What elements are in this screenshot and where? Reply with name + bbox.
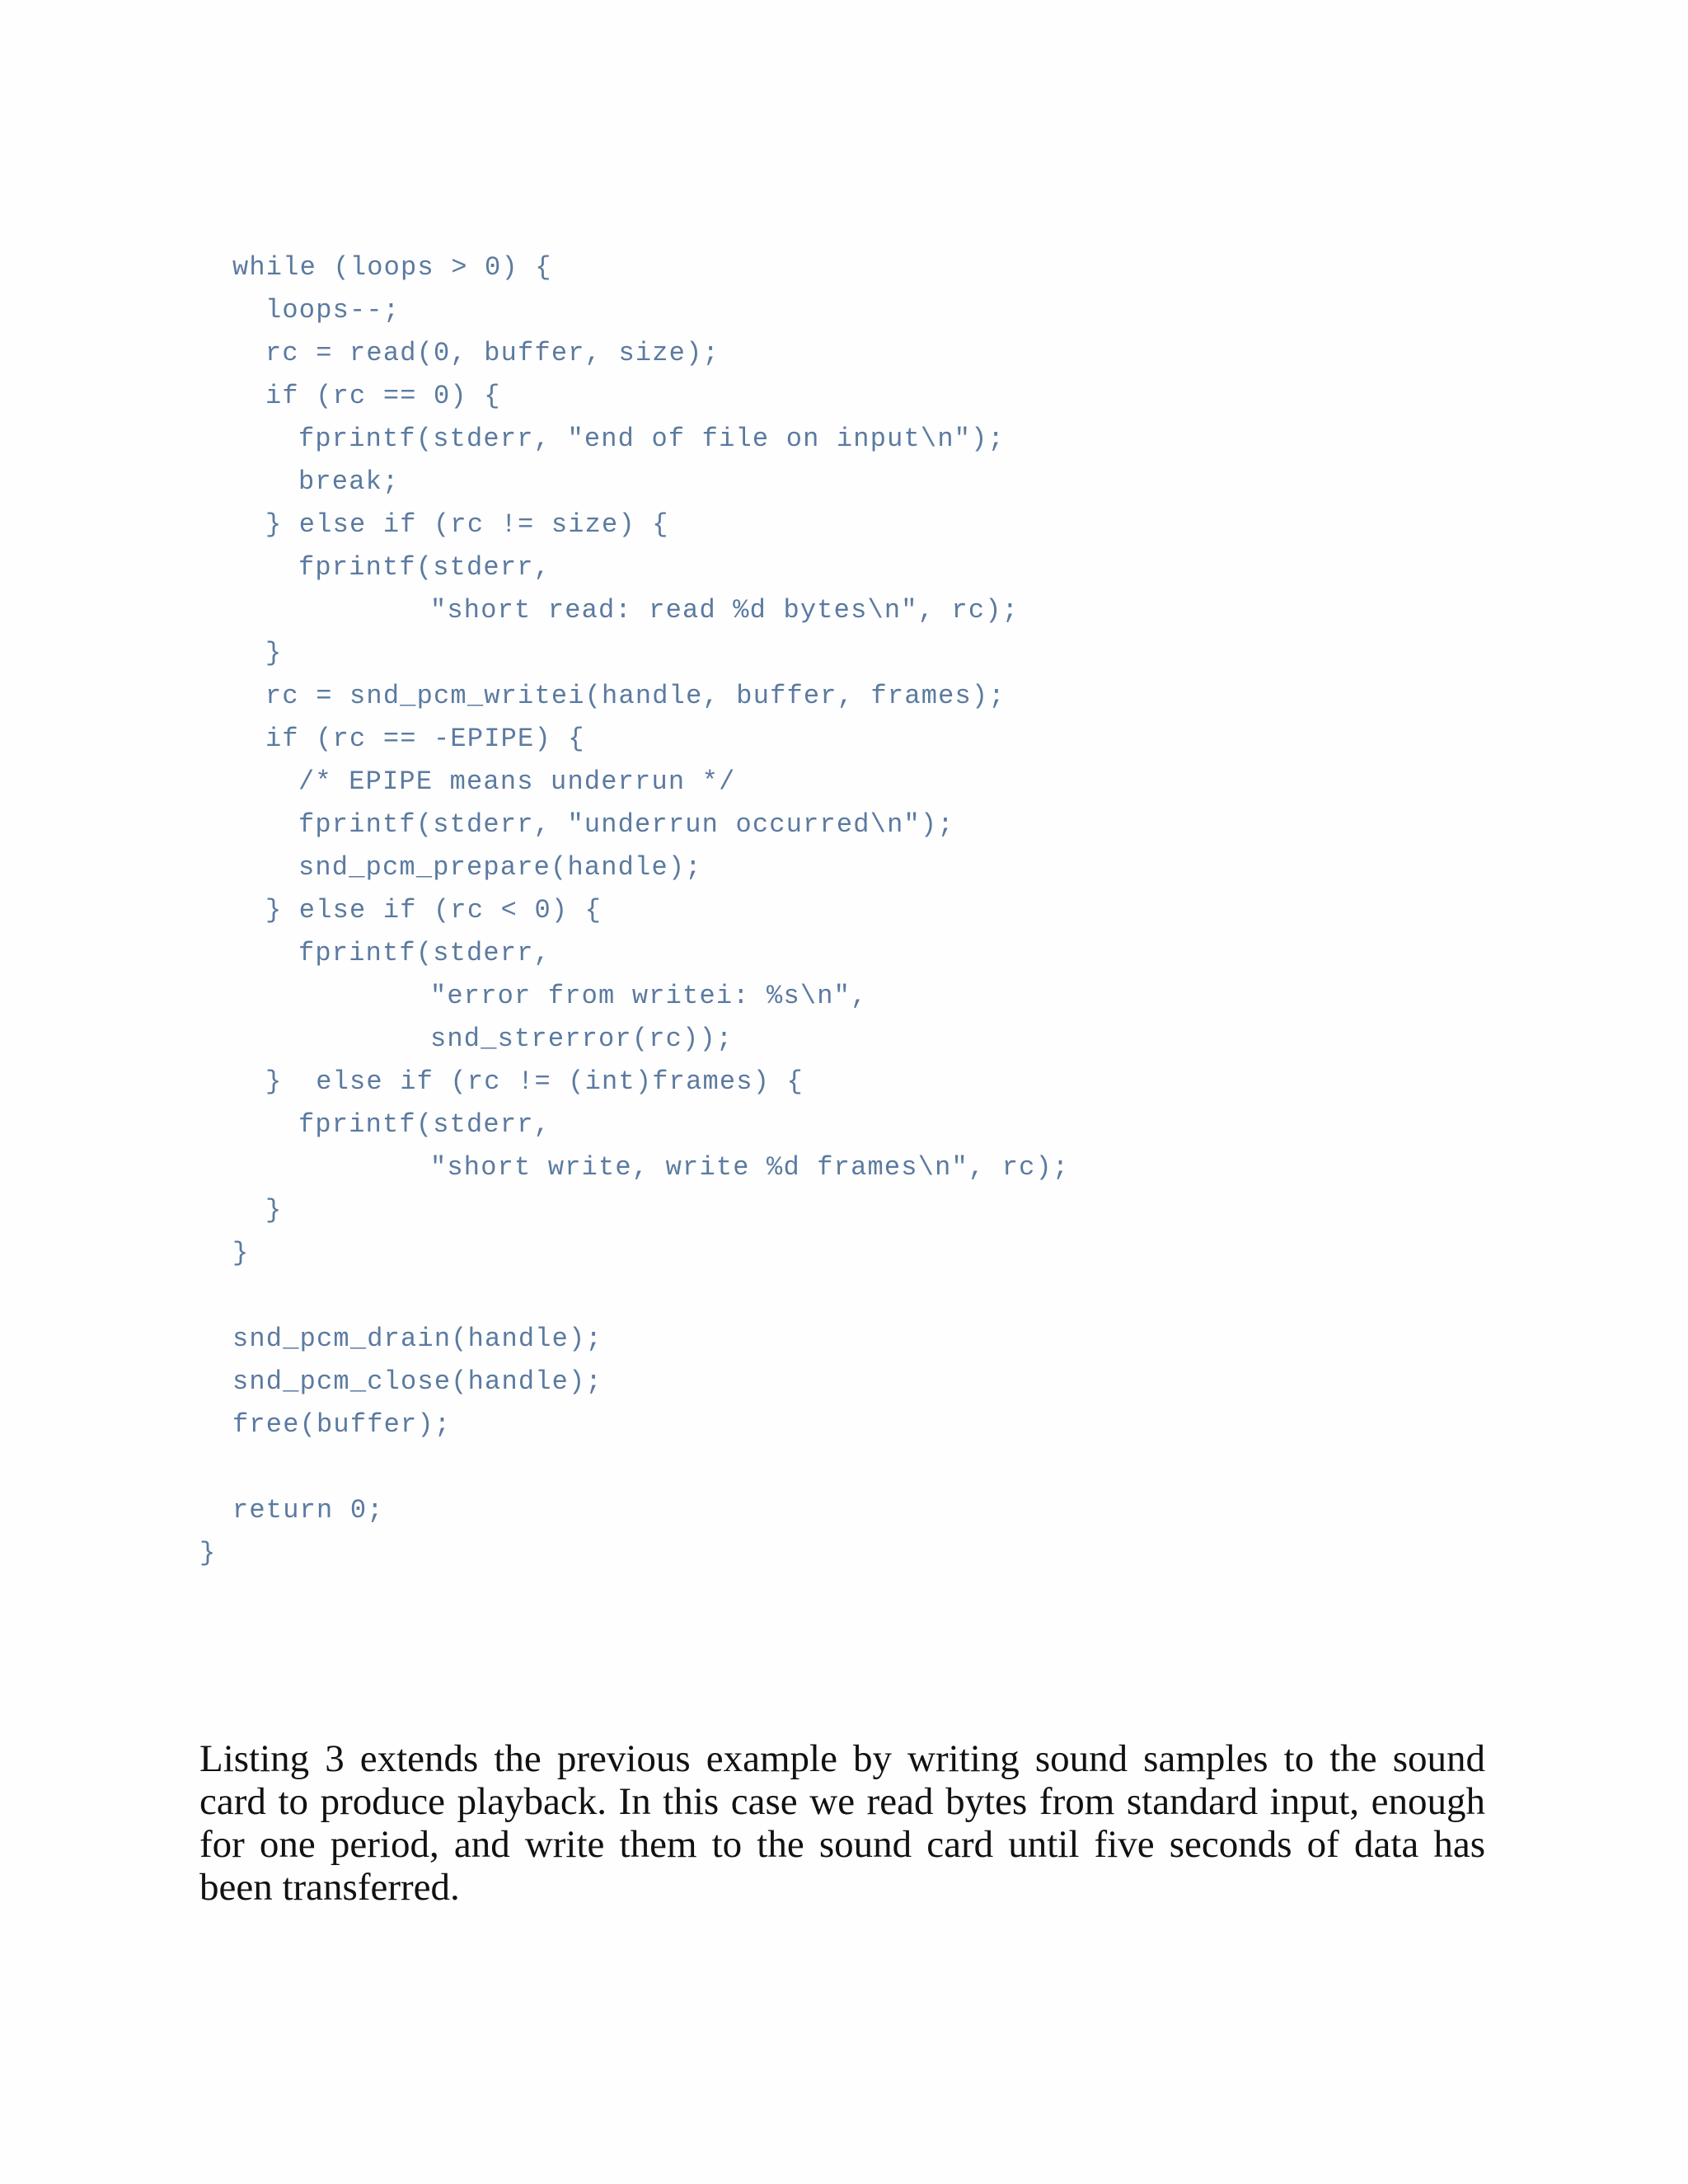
code-line: } [232, 1238, 250, 1268]
code-line: fprintf(stderr, "end of file on input\n"); [298, 424, 1005, 454]
code-line: } else if (rc != (int)frames) { [265, 1066, 804, 1097]
code-line [0, 1446, 1688, 1489]
code-line: } else if (rc != size) { [265, 509, 669, 540]
code-line: } [199, 1538, 217, 1568]
code-line: while (loops > 0) { [232, 252, 552, 283]
code-line: rc = snd_pcm_writei(handle, buffer, frames); [265, 681, 1006, 711]
code-line: "short read: read %d bytes\n", rc); [430, 595, 1020, 626]
code-line: return 0; [232, 1495, 384, 1526]
code-listing [0, 246, 1688, 1575]
code-line: snd_strerror(rc)); [430, 1024, 734, 1054]
body-paragraph: Listing 3 extends the previous example by writing sound samples to the sound card to produce playback. In this case we read bytes from standard input, enough for one period, and write them to the sound card until five seconds of data has been transferred. [199, 1737, 1485, 1909]
code-line: fprintf(stderr, [298, 938, 551, 968]
code-line: /* EPIPE means underrun */ [298, 766, 736, 797]
code-line: fprintf(stderr, [298, 552, 551, 583]
code-line: snd_pcm_close(handle); [232, 1366, 603, 1397]
code-line: } else if (rc < 0) { [265, 895, 603, 926]
code-line: break; [298, 466, 400, 497]
code-line: if (rc == 0) { [265, 381, 501, 411]
code-line: snd_pcm_prepare(handle); [298, 852, 702, 883]
code-line: fprintf(stderr, "underrun occurred\n"); [298, 809, 954, 840]
code-line: } [265, 1195, 283, 1226]
code-line: snd_pcm_drain(handle); [232, 1324, 603, 1354]
code-line: "error from writei: %s\n", [430, 981, 868, 1011]
code-line: "short write, write %d frames\n", rc); [430, 1152, 1070, 1183]
code-line: free(buffer); [232, 1409, 452, 1440]
code-line: if (rc == -EPIPE) { [265, 724, 585, 754]
code-line: } [265, 638, 283, 668]
code-line: loops--; [265, 295, 401, 326]
code-line: rc = read(0, buffer, size); [265, 338, 720, 368]
code-line [0, 1275, 1688, 1318]
code-line: fprintf(stderr, [298, 1109, 551, 1140]
